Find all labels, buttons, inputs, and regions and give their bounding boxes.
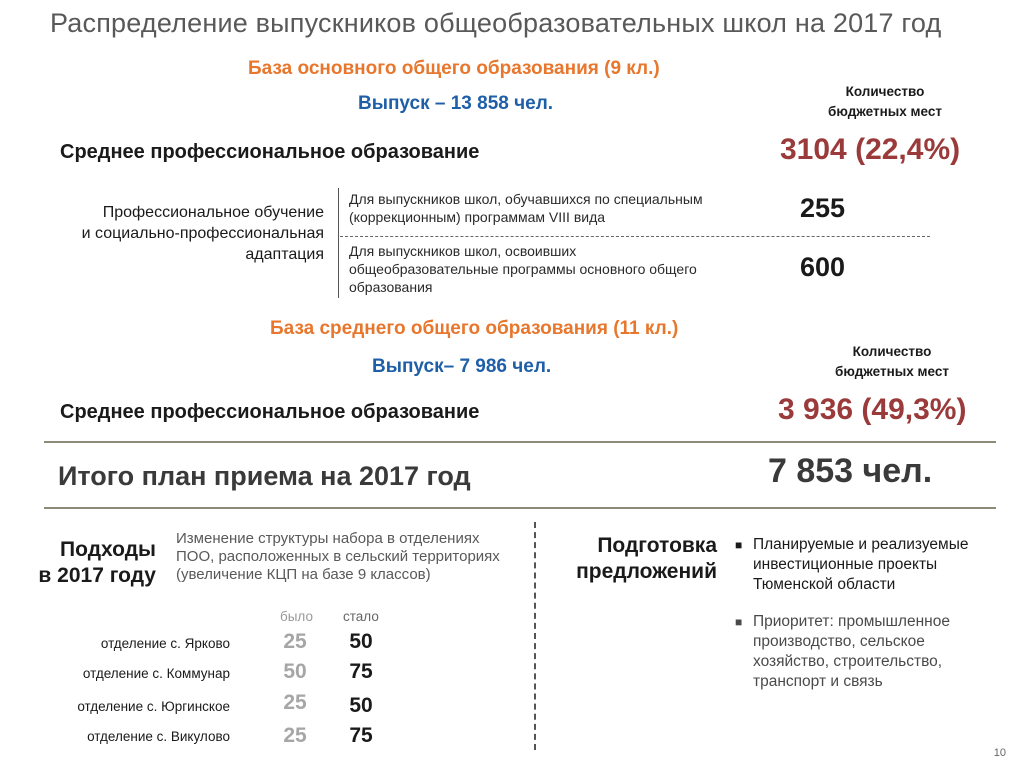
total-value: 7 853 чел. <box>768 452 933 490</box>
approaches-title <box>16 537 156 589</box>
po-row-divider <box>340 236 930 237</box>
po-label <box>24 202 324 265</box>
approaches-desc-line: Изменение структуры набора в отделениях <box>176 530 480 547</box>
po-note-2 <box>349 242 769 296</box>
dept-row-3: отделение с. Юргинское <box>77 699 230 714</box>
was-value-2: 50 <box>283 660 307 683</box>
dept-row-1: отделение с. Ярково <box>100 636 230 651</box>
bullet-square-icon: ■ <box>735 538 743 552</box>
was-value-4: 25 <box>283 724 307 747</box>
places-header-line: бюджетных мест <box>835 364 949 379</box>
proposals-title-line: Подготовка <box>597 534 717 557</box>
total-label: Итого план приема на 2017 год <box>58 461 471 491</box>
po-value-1: 255 <box>800 193 846 223</box>
bullet-square-icon: ■ <box>735 615 743 629</box>
po-note-line: Для выпускников школ, обучавшихся по специальным <box>349 191 703 207</box>
total-rule-bottom <box>44 507 996 509</box>
approaches-desc-line: (увеличение КЦП на базе 9 классов) <box>176 566 431 583</box>
basic-base-label: База основного общего образования (9 кл.) <box>248 58 660 79</box>
now-value-2: 75 <box>349 660 373 683</box>
now-value-4: 75 <box>349 724 373 747</box>
dept-row-4: отделение с. Викулово <box>87 729 230 744</box>
bullet-line: производство, сельское <box>753 633 925 650</box>
po-label-line: и социально-профессиональная <box>81 225 324 242</box>
approaches-title-line: в 2017 году <box>38 564 156 587</box>
bullet-line: инвестиционные проекты <box>753 556 938 573</box>
dept-row-2: отделение с. Коммунар <box>82 666 230 681</box>
secondary-spo-label: Среднее профессиональное образование <box>60 401 480 423</box>
basic-places-header <box>810 82 960 122</box>
po-note-line: Для выпускников школ, освоивших <box>349 243 577 259</box>
bullet-line: транспорт и связь <box>753 673 883 690</box>
col-was-header: было <box>280 609 313 624</box>
po-value-2: 600 <box>800 252 846 282</box>
was-value-1: 25 <box>283 630 307 653</box>
basic-spo-value: 3104 (22,4%) <box>780 133 961 166</box>
approaches-desc <box>176 530 536 584</box>
approaches-desc-line: ПОО, расположенных в сельский территориях <box>176 548 500 565</box>
proposals-title-line: предложений <box>576 560 717 583</box>
places-header-line: бюджетных мест <box>828 104 942 119</box>
proposal-bullet-1 <box>735 535 1018 595</box>
po-note-1 <box>349 190 769 226</box>
po-separator <box>338 188 339 298</box>
bullet-line: Тюменской области <box>753 576 896 593</box>
basic-graduates: Выпуск – 13 858 чел. <box>358 93 554 114</box>
po-note-line: общеобразовательные программы основного общего <box>349 261 697 277</box>
approaches-title-line: Подходы <box>60 538 156 561</box>
now-value-1: 50 <box>349 630 373 653</box>
po-label-line: Профессиональное обучение <box>102 204 324 221</box>
secondary-graduates: Выпуск– 7 986 чел. <box>372 356 552 377</box>
bullet-line: Приоритет: промышленное <box>753 613 950 630</box>
proposals-title <box>547 533 717 585</box>
col-now-header: стало <box>343 609 379 624</box>
slide-title: Распределение выпускников общеобразовательных школ на 2017 год <box>50 8 942 38</box>
po-note-line: (коррекционным) программам VIII вида <box>349 209 606 225</box>
places-header-line: Количество <box>845 84 925 99</box>
secondary-base-label: База среднего общего образования (11 кл.) <box>270 318 679 339</box>
places-header-line: Количество <box>852 344 932 359</box>
was-value-3: 25 <box>283 691 307 714</box>
bullet-line: Планируемые и реализуемые <box>753 536 969 553</box>
basic-spo-label: Среднее профессиональное образование <box>60 141 480 163</box>
bottom-divider <box>534 522 536 750</box>
bullet-line: хозяйство, строительство, <box>753 653 943 670</box>
secondary-spo-value: 3 936 (49,3%) <box>778 393 967 426</box>
page-number: 10 <box>993 747 1006 759</box>
now-value-3: 50 <box>349 694 373 717</box>
po-note-line: образования <box>349 279 433 295</box>
secondary-places-header <box>817 342 967 382</box>
po-label-line: адаптация <box>245 246 324 263</box>
total-rule-top <box>44 441 996 443</box>
proposal-bullet-2 <box>735 612 1018 692</box>
